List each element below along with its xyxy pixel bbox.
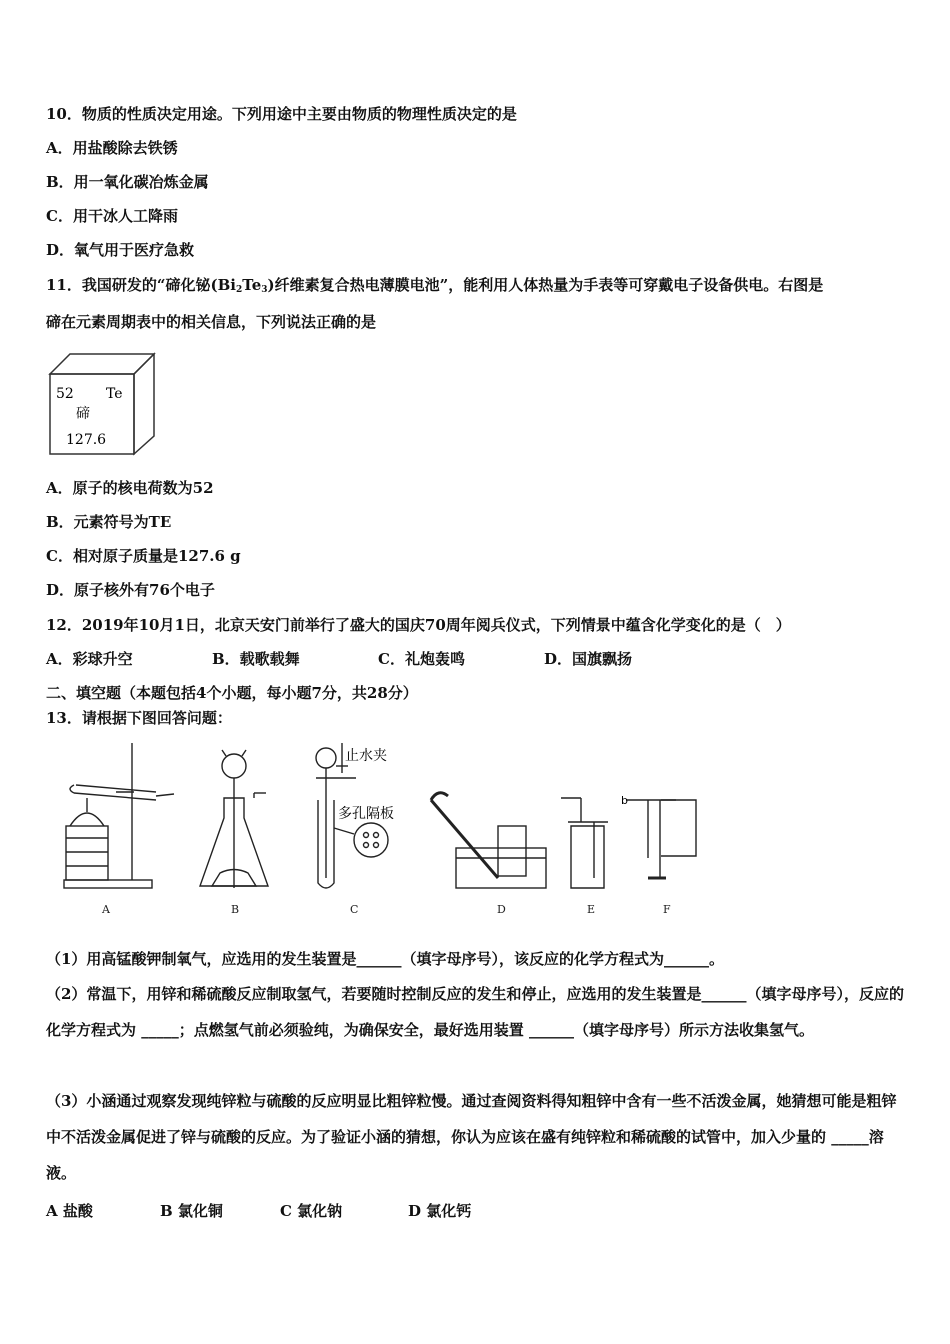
element-name: 碲 <box>76 406 90 422</box>
q10-stem: 10．物质的性质决定用途。下列用途中主要由物质的物理性质决定的是 <box>46 105 517 123</box>
element-mass: 127.6 <box>66 432 107 448</box>
apparatus-figure <box>56 738 706 918</box>
apparatus-label-a: A <box>102 903 110 916</box>
q10-option-b: B．用一氧化碳冶炼金属 <box>46 173 209 191</box>
q10-option-a: A．用盐酸除去铁锈 <box>46 139 178 157</box>
apparatus-a <box>64 743 174 888</box>
element-symbol: Te <box>106 386 123 402</box>
apparatus-f <box>626 800 696 878</box>
q13-part2: （2）常温下，用锌和稀硫酸反应制取氢气，若要随时控制反应的发生和停止，应选用的发生装置是______（填字母序号），反应的化学方程式为 _____；点燃氢气前必须验纯，为确保安全，最好选用装置 ______（填字母序号）所示方法收集氢气。 <box>46 985 904 1039</box>
q12-option-b: B．载歌载舞 <box>212 650 300 668</box>
apparatus-d <box>431 793 546 888</box>
label-b: b <box>621 794 628 807</box>
q11-option-c: C．相对原子质量是127.6 g <box>46 547 241 565</box>
q13-option-a: A 盐酸 <box>46 1202 93 1220</box>
q10-option-c: C．用干冰人工降雨 <box>46 207 178 225</box>
q13-option-d: D 氯化钙 <box>408 1202 472 1220</box>
q12-option-d: D．国旗飘扬 <box>544 650 633 668</box>
apparatus-label-c: C <box>350 903 359 916</box>
element-number: 52 <box>56 386 74 402</box>
q11-stem: 11．我国研发的“碲化铋$(Bi_2Te_3)$纤维素复合热电薄膜电池”，能利用人体热量为手表等可穿戴电子设备供电。右图是 <box>46 276 824 295</box>
apparatus-label-d: D <box>497 903 506 916</box>
q13-option-c: C 氯化钠 <box>280 1202 343 1220</box>
section-heading: 二、填空题（本题包括4个小题，每小题7分，共28分） <box>46 684 418 702</box>
q11-option-a: A．原子的核电荷数为52 <box>46 479 214 497</box>
apparatus-label-e: E <box>587 903 596 916</box>
q13-part1: （1）用高锰酸钾制氧气，应选用的发生装置是______（填字母序号），该反应的化学方程式为______。 <box>46 950 724 968</box>
q13-part3: （3）小涵通过观察发现纯锌粒与硫酸的反应明显比粗锌粒慢。通过查阅资料得知粗锌中含有一些不活泼金属，她猜想可能是粗锌中不活泼金属促进了锌与硫酸的反应。为了验证小涵的猜想，你认为应该在盛有纯锌粒和稀硫酸的试管中，加入少量的 _____溶液。 <box>46 1092 897 1182</box>
q13-options <box>46 1200 471 1221</box>
q11-option-d: D．原子核外有76个电子 <box>46 581 215 599</box>
element-tile-tellurium <box>46 352 156 456</box>
q12-option-c: C．礼炮轰鸣 <box>378 650 465 668</box>
q13-option-b: B 氯化铜 <box>160 1202 223 1220</box>
apparatus-label-b: B <box>231 903 240 916</box>
q12-stem: 12．2019年10月1日，北京天安门前举行了盛大的国庆70周年阅兵仪式，下列情景中蕴含化学变化的是（ ） <box>46 616 791 634</box>
label-clamp: 止水夹 <box>345 748 387 764</box>
q11-stem-line2: 碲在元素周期表中的相关信息，下列说法正确的是 <box>46 313 377 331</box>
apparatus-e <box>561 798 608 888</box>
q12-option-a: A．彩球升空 <box>46 650 133 668</box>
apparatus-b <box>200 750 268 888</box>
label-porous-plate: 多孔隔板 <box>338 806 394 822</box>
q12-options <box>46 648 632 669</box>
q10-option-d: D．氧气用于医疗急救 <box>46 241 195 259</box>
q11-option-b: B．元素符号为TE <box>46 513 172 531</box>
q13-stem: 13．请根据下图回答问题： <box>46 709 232 727</box>
apparatus-label-f: F <box>663 903 671 916</box>
